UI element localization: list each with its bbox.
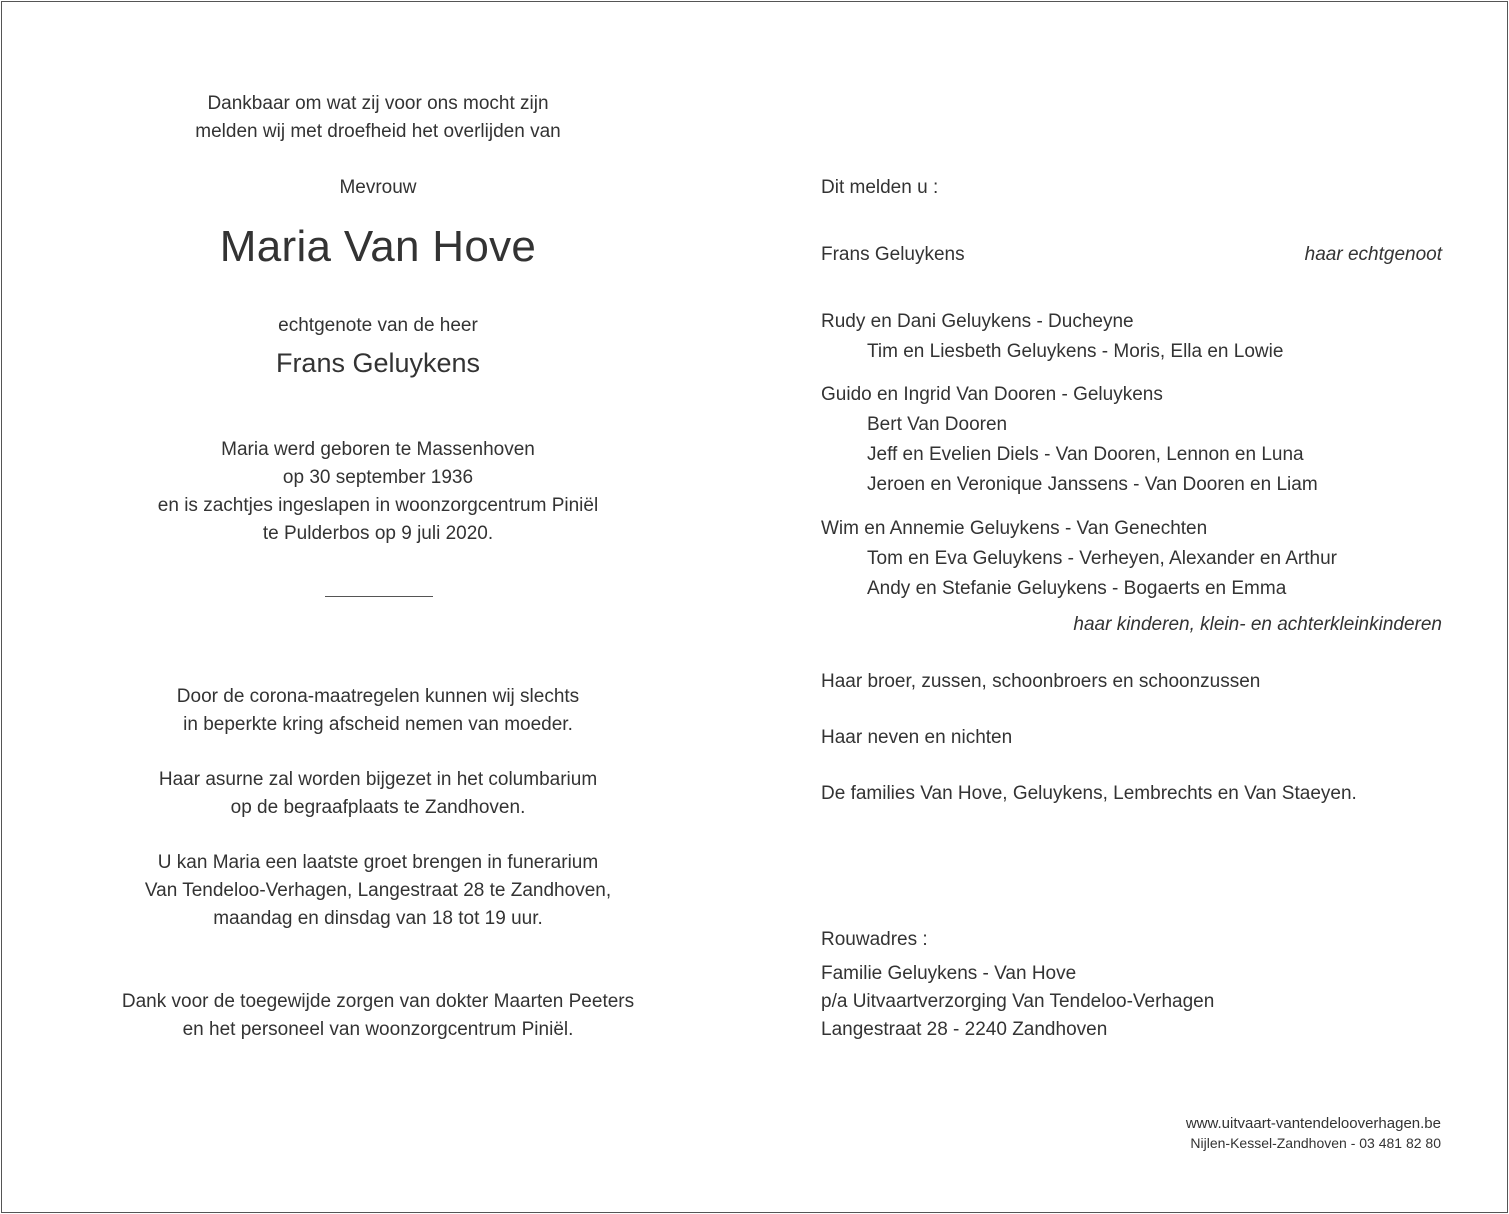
address-line-1: Familie Geluykens - Van Hove [821, 963, 1077, 984]
family-member: Tom en Eva Geluykens - Verheyen, Alexander en Arthur [867, 548, 1337, 569]
intro-line-2: melden wij met droefheid het overlijden van [195, 121, 561, 142]
divider [325, 596, 433, 597]
cousins-line: Haar neven en nichten [821, 727, 1013, 748]
spouse-name: Frans Geluykens [275, 348, 481, 378]
siblings-line: Haar broer, zussen, schoonbroers en schoonzussen [821, 671, 1261, 692]
left-panel [2, 2, 754, 1212]
family-member: Bert Van Dooren [867, 414, 1008, 435]
address-line-3: Langestraat 28 - 2240 Zandhoven [821, 1019, 1108, 1040]
families-line: De families Van Hove, Geluykens, Lembrechts en Van Staeyen. [821, 783, 1357, 804]
family-member: Tim en Liesbeth Geluykens - Moris, Ella en Lowie [867, 341, 1284, 362]
corona-line-1: Door de corona-maatregelen kunnen wij slechts [176, 686, 580, 707]
family-head-1: Rudy en Dani Geluykens - Ducheyne [821, 311, 1134, 332]
visit-line-3: maandag en dinsdag van 18 tot 19 uur. [213, 908, 543, 929]
spouse-intro: echtgenote van de heer [278, 315, 478, 336]
bio-line-3: en is zachtjes ingeslapen in woonzorgcentrum Piniël [157, 495, 599, 516]
children-role: haar kinderen, klein- en achterkleinkinderen [1073, 614, 1442, 635]
thanks-line-2: en het personeel van woonzorgcentrum Piniël. [182, 1019, 574, 1040]
bio-line-2: op 30 september 1936 [282, 467, 474, 488]
bio-line-1: Maria werd geboren te Massenhoven [221, 439, 535, 460]
website-link[interactable]: www.uitvaart-vantendelooverhagen.be [1185, 1115, 1441, 1132]
urn-line-1: Haar asurne zal worden bijgezet in het columbarium [158, 769, 598, 790]
deceased-name: Maria Van Hove [219, 222, 537, 271]
memorial-card [1, 1, 1508, 1213]
family-member: Jeff en Evelien Diels - Van Dooren, Lennon en Luna [867, 444, 1304, 465]
family-member: Andy en Stefanie Geluykens - Bogaerts en Emma [867, 578, 1287, 599]
thanks-line-1: Dank voor de toegewijde zorgen van dokter Maarten Peeters [121, 991, 635, 1012]
husband-role: haar echtgenoot [1304, 244, 1442, 265]
urn-line-2: op de begraafplaats te Zandhoven. [230, 797, 526, 818]
visit-line-2: Van Tendeloo-Verhagen, Langestraat 28 te Zandhoven, [144, 880, 612, 901]
family-head-2: Guido en Ingrid Van Dooren - Geluykens [821, 384, 1163, 405]
title: Mevrouw [339, 177, 417, 198]
contact-line: Nijlen-Kessel-Zandhoven - 03 481 82 80 [1190, 1135, 1441, 1151]
address-line-2: p/a Uitvaartverzorging Van Tendeloo-Verhagen [821, 991, 1215, 1012]
corona-line-2: in beperkte kring afscheid nemen van moeder. [183, 714, 573, 735]
bio-line-4: te Pulderbos op 9 juli 2020. [262, 523, 494, 544]
family-head-3: Wim en Annemie Geluykens - Van Genechten [821, 518, 1208, 539]
announce-heading: Dit melden u : [821, 177, 939, 198]
husband-name: Frans Geluykens [821, 244, 965, 265]
visit-line-1: U kan Maria een laatste groet brengen in funerarium [157, 852, 599, 873]
address-label: Rouwadres : [821, 929, 928, 950]
family-member: Jeroen en Veronique Janssens - Van Dooren en Liam [867, 474, 1318, 495]
intro-line-1: Dankbaar om wat zij voor ons mocht zijn [207, 93, 549, 114]
